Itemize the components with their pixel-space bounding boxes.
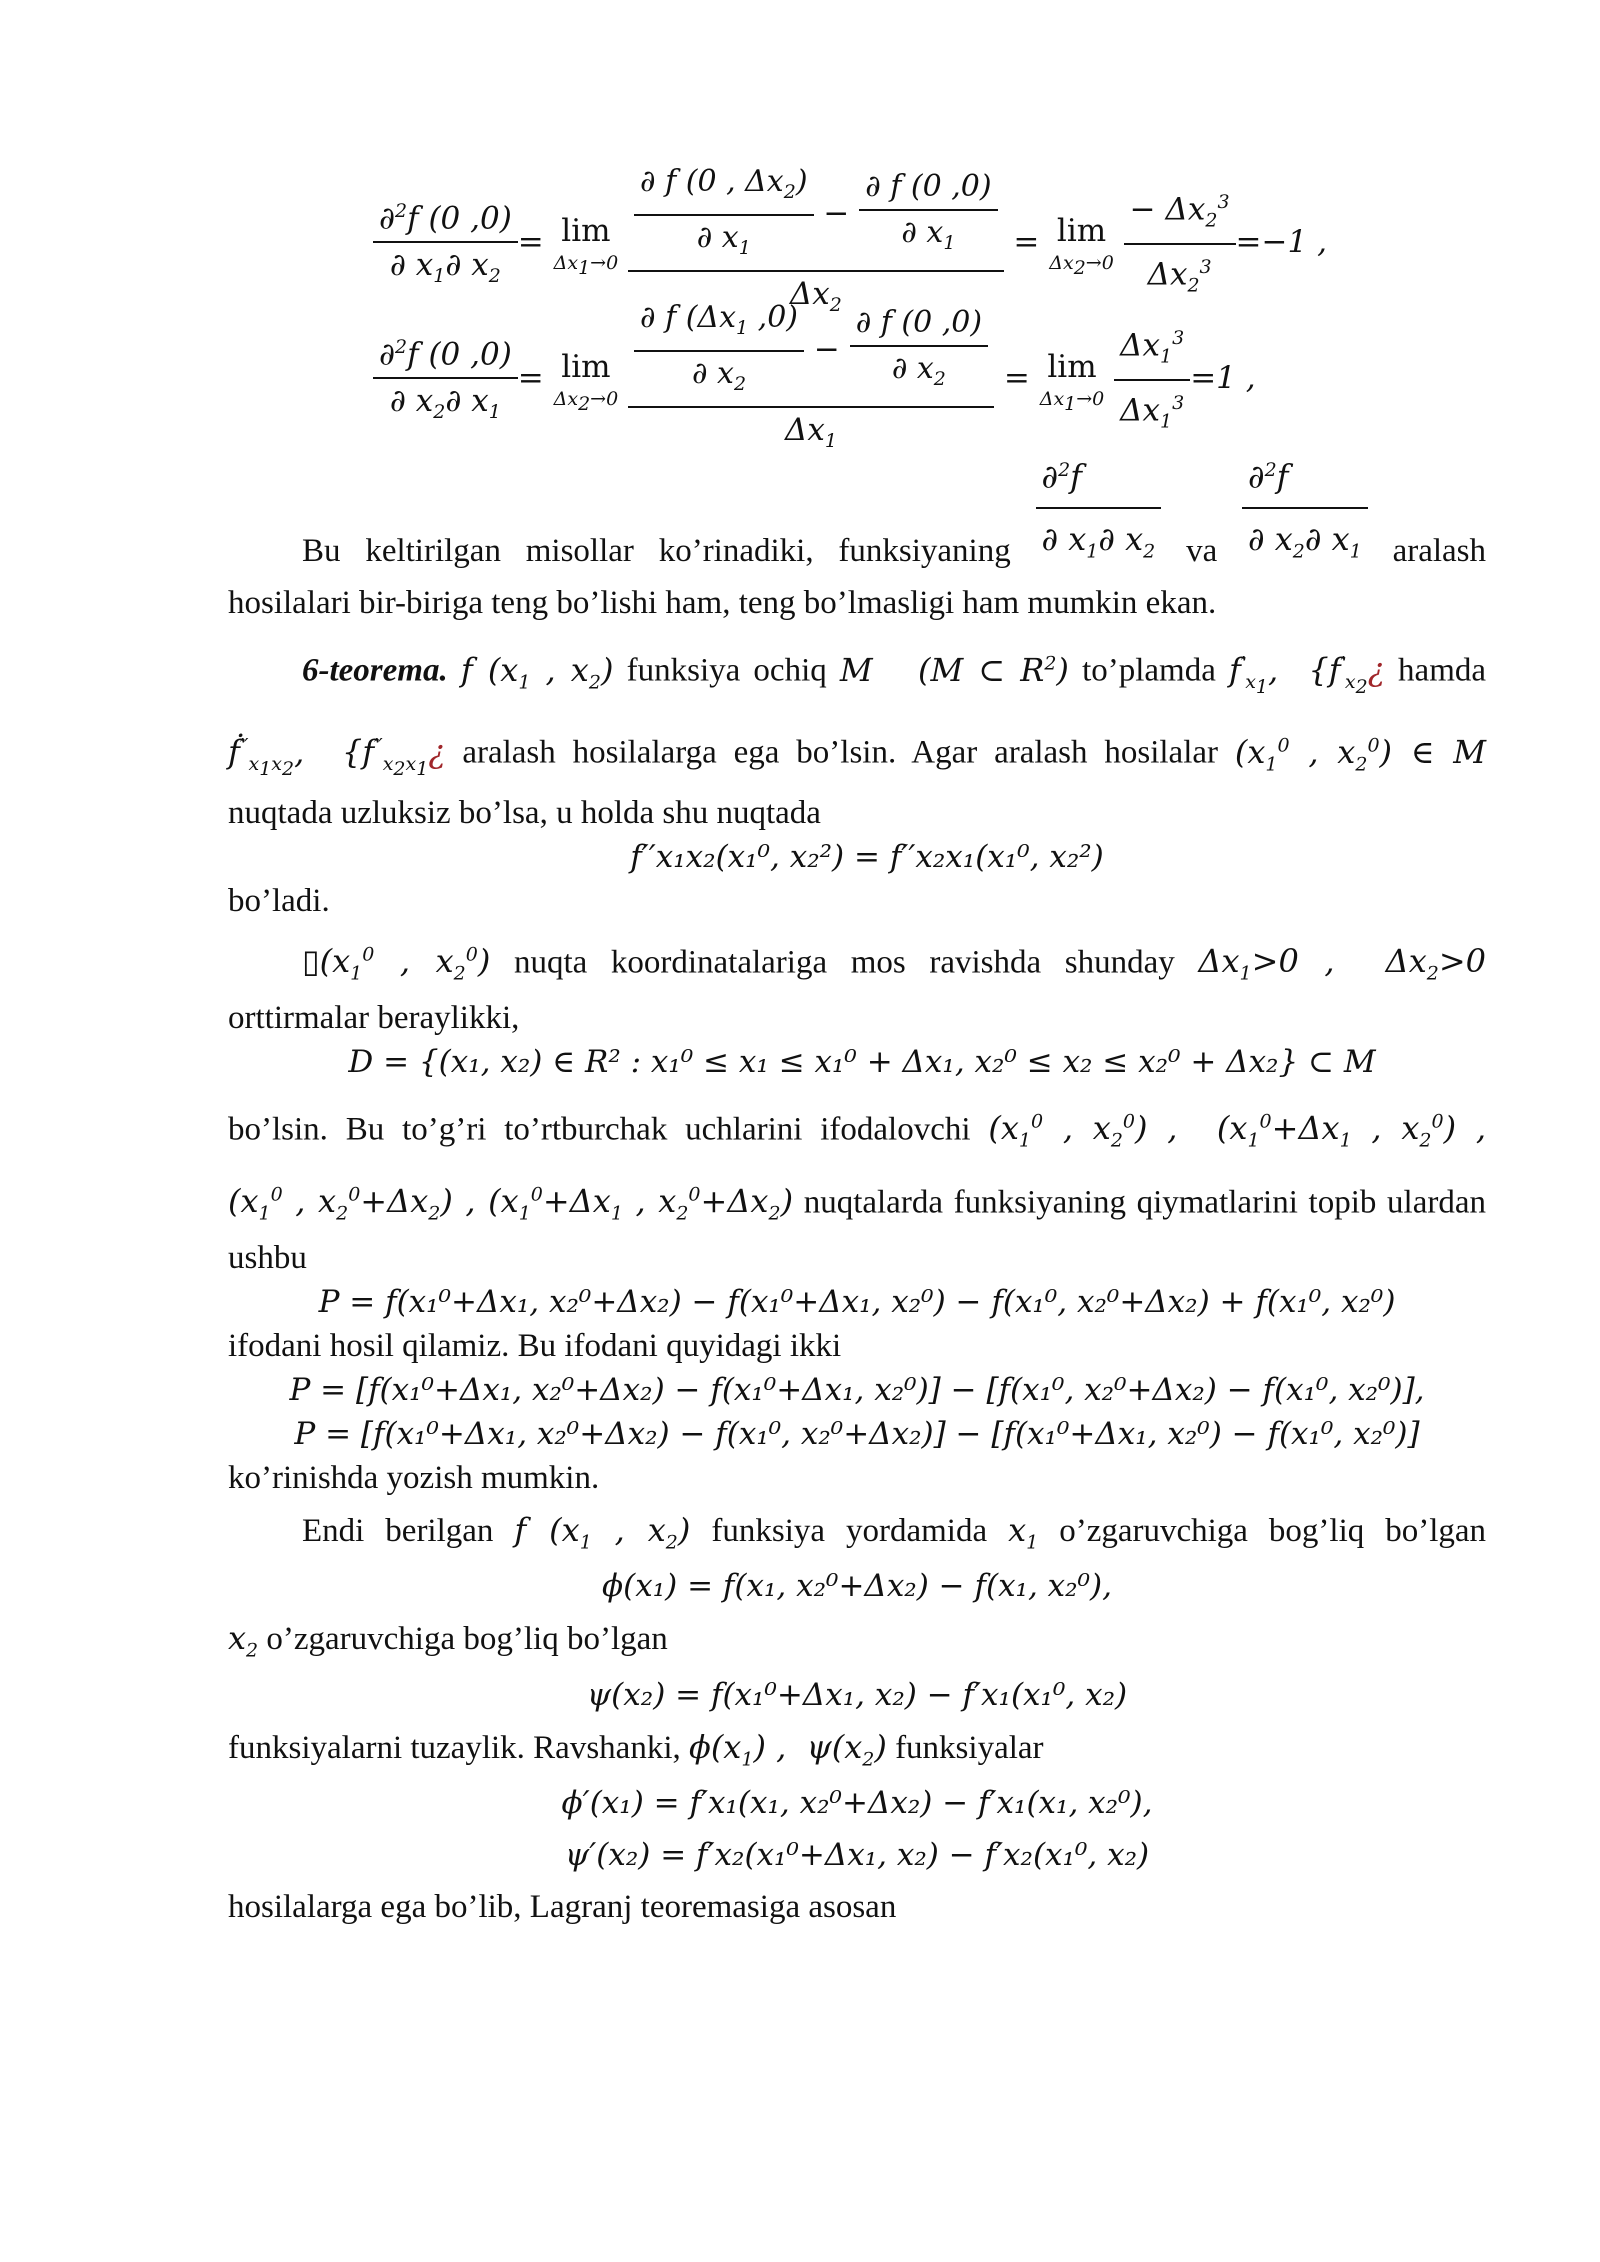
text-p1c: hosilalari bir-biriga teng bo’lishi ham, teng bo’lmasligi ham mumkin ekan. [228, 585, 1217, 622]
equation-P1: P = [f(x₁⁰+Δx₁, x₂⁰+Δx₂) − f(x₁⁰+Δx₁, x₂⁰)] − [f(x₁⁰, x₂⁰+Δx₂) − f(x₁⁰, x₂⁰)], [289, 1371, 1425, 1408]
theorem-line-1: 6-teorema. f ($x_1$ , $x_2$) funksiya ochiq M (M ⊂ $R^2$) to’plamda $f'_{x_1}$, {$f'_{x_2}¿$ hamda [302, 650, 1487, 698]
theorem-label: 6-teorema. [302, 652, 448, 689]
equation-phi: ϕ(x₁) = f(x₁, x₂⁰+Δx₂) − f(x₁, x₂⁰), [602, 1568, 1112, 1605]
text-p3c: ushbu [228, 1239, 307, 1276]
text-p3b: nuqtalarda funksiyaning qiymatlarini topib ulardan [803, 1184, 1486, 1221]
paragraph-2-line-2 [228, 996, 1486, 1040]
text-p3a: bo’lsin. Bu to’g’ri to’rtburchak uchlarini ifodalovchi [228, 1111, 971, 1148]
text-p4: ifodani hosil qilamiz. Bu ifodani quyidagi ikki [228, 1327, 842, 1364]
text-p9: hosilalarga ega bo’lib, Lagranj teoremasiga asosan [228, 1889, 897, 1926]
formula-mixed-12: $\frac{\partial^2f (0 ,0)}{\partial x_1\partial x_2}$ = lim $\Delta x_1\to 0$ $\frac{\partial f (0 , \Delta x_2)}{\partial x_1}$ − $\frac{\partial f (0 ,0)}{\partial x_1}$ $\Delta x_2$ = lim $\Delta x_2\to 0$ $\frac{- \Delta x_2^3}{\Delta x_2^3}$ =−1 , [228, 150, 1486, 290]
paragraph-3-line-1: bo’lsin. Bu to’g’ri to’rtburchak uchlarini ifodalovchi ($x_1^0$ , $x_2^0$) , ($x_1^0+\Delta x_1$ , $x_2^0$) , [228, 1109, 1486, 1152]
equation-P: P = f(x₁⁰+Δx₁, x₂⁰+Δx₂) − f(x₁⁰+Δx₁, x₂⁰) − f(x₁⁰, x₂⁰+Δx₂) + f(x₁⁰, x₂⁰) [318, 1283, 1396, 1320]
text-p2b: orttirmalar beraylikki, [228, 999, 520, 1036]
paragraph-3-line-3 [228, 1236, 1486, 1280]
equation-P2: P = [f(x₁⁰+Δx₁, x₂⁰+Δx₂) − f(x₁⁰, x₂⁰+Δx₂)] − [f(x₁⁰+Δx₁, x₂⁰) − f(x₁⁰, x₂⁰)] [294, 1415, 1420, 1452]
text-boladi-span: bo’ladi. [228, 882, 330, 919]
paragraph-6: Endi berilgan f ($x_1$ , $x_2$) funksiya yordamida $x_1$ o’zgaruvchiga bog’liq bo’lgan [302, 1510, 1487, 1554]
text-p1a: Bu keltirilgan misollar ko’rinadiki, funksiyaning [302, 533, 1011, 570]
text-va: va [1186, 533, 1218, 570]
paragraph-5 [228, 1456, 1486, 1500]
text-boladi [228, 879, 1486, 923]
paragraph-8: funksiyalarni tuzaylik. Ravshanki, $\phi(x_1)$ , $\psi(x_2)$ funksiyalar [228, 1727, 1044, 1771]
theorem-line-3 [228, 791, 1486, 835]
text-p5: ko’rinishda yozish mumkin. [228, 1459, 600, 1496]
text-p6b: funksiya yordamida [711, 1512, 988, 1549]
text-thm-d: aralash hosilalarga ega bo’lsin. Agar aralash hosilalar [462, 734, 1218, 771]
text-thm-b: to’plamda [1082, 652, 1216, 689]
paragraph-4 [228, 1324, 1486, 1368]
text-thm-a: funksiya ochiq [626, 652, 827, 689]
paragraph-1-line-2 [228, 581, 1486, 625]
text-p1b: aralash [1392, 533, 1487, 570]
formula-mixed-21: $\frac{\partial^2f (0 ,0)}{\partial x_2\partial x_1}$ = lim $\Delta x_2\to 0$ $\frac{\partial f (\Delta x_1 ,0)}{\partial x_2}$ − $\frac{\partial f (0 ,0)}{\partial x_2}$ $\Delta x_1$ = lim $\Delta x_1\to 0$ $\frac{\Delta x_1^3}{\Delta x_1^3}$ =1 , [228, 290, 1486, 440]
paragraph-9 [228, 1885, 1486, 1929]
paragraph-3-line-2: ($x_1^0$ , $x_2^0+\Delta x_2$) , ($x_1^0+\Delta x_1$ , $x_2^0+\Delta x_2$) nuqtalarda funksiyaning qiymatlarini topib ulardan [228, 1182, 1486, 1225]
equation-D: D = {(x₁, x₂) ∈ R² : x₁⁰ ≤ x₁ ≤ x₁⁰ + Δx₁, x₂⁰ ≤ x₂ ≤ x₂⁰ + Δx₂} ⊂ M [348, 1043, 1376, 1080]
text-p7: o’zgaruvchiga bog’liq bo’lgan [266, 1621, 668, 1658]
theorem-line-2: ḟ′′$_{x_1x_2}$, {$f''_{x_2x_1}¿$ aralash hosilalarga ega bo’lsin. Agar aralash hosilalar ($x_1^0$ , $x_2^0$) ∈ M [228, 732, 1487, 780]
text-p6c: o’zgaruvchiga bog’liq bo’lgan [1059, 1512, 1487, 1549]
equation-psi-derivative: ψ′(x₂) = f′x₂(x₁⁰+Δx₁, x₂) − f′x₂(x₁⁰, x₂) [564, 1837, 1150, 1874]
paragraph-7: $x_2$ o’zgaruvchiga bog’liq bo’lgan [228, 1619, 668, 1662]
paragraph-1-line-1: Bu keltirilgan misollar ko’rinadiki, funksiyaning $\frac{\partial^2f}{\partial x_1\partial x_2}$ va $\frac{\partial^2f}{\partial x_2\partial x_1}$ aralash [228, 440, 1486, 581]
equation-psi: ψ(x₂) = f(x₁⁰+Δx₁, x₂) − f′x₁(x₁⁰, x₂) [586, 1676, 1128, 1713]
text-p8a: funksiyalarni tuzaylik. Ravshanki, [228, 1729, 681, 1766]
text-thm-e: nuqtada uzluksiz bo’lsa, u holda shu nuqtada [228, 794, 821, 831]
equation-mixed-equal: f′′x₁x₂(x₁⁰, x₂²) = f′′x₂x₁(x₁⁰, x₂²) [630, 838, 1104, 875]
text-thm-c: hamda [1398, 652, 1487, 689]
text-p8b: funksiyalar [895, 1729, 1044, 1766]
document-page [228, 150, 1486, 1929]
paragraph-2-line-1: $▯(x_1^0$ , $x_2^0$) nuqta koordinatalariga mos ravishda shunday $\Delta x_1>0$ , $\Delta x_2>0$ [302, 942, 1487, 985]
text-p6a: Endi berilgan [302, 1512, 494, 1549]
equation-phi-derivative: ϕ′(x₁) = f′x₁(x₁, x₂⁰+Δx₂) − f′x₁(x₁, x₂⁰), [561, 1785, 1153, 1822]
text-p2a: nuqta koordinatalariga mos ravishda shunday [513, 944, 1175, 981]
